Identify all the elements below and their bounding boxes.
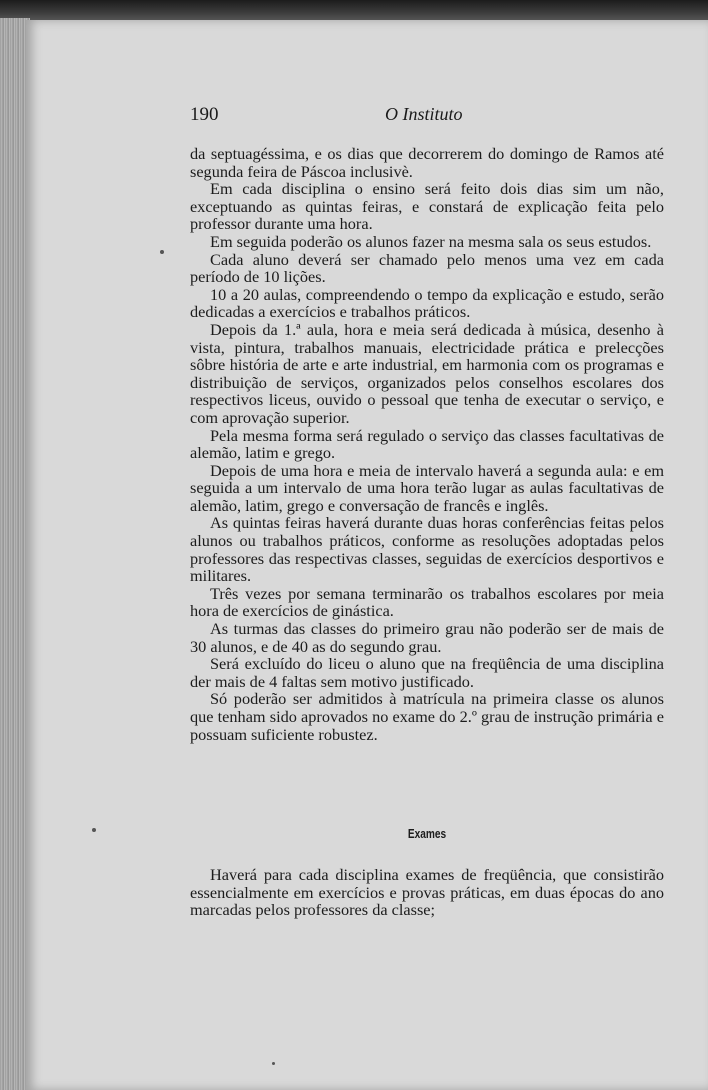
paragraph: Depois de uma hora e meia de intervalo haverá a segunda aula: e em seguida a um intervalo de uma hora terão lugar as aulas facultativas de alemão, latim, grego e conversação de francês e inglês. xyxy=(190,460,664,515)
paragraph: Será excluído do liceu o aluno que na freqüência de uma disciplina der mais de 4 faltas sem motivo justificado. xyxy=(190,654,664,691)
body-text xyxy=(190,145,664,743)
paragraph: Pela mesma forma será regulado o serviço das classes facultativas de alemão, latim e grego. xyxy=(190,425,664,463)
paragraph: As quintas feiras haverá durante duas horas conferências feitas pelos alunos ou trabalhos práticos, conforme as resoluções adoptadas pelos professores das respectivas classes, seguidas de exercícios desportivos e militares. xyxy=(190,513,664,586)
book-top-edge xyxy=(0,0,708,22)
paragraph: Três vezes por semana terminarão os trabalhos escolares por meia hora de exercícios de ginástica. xyxy=(190,583,664,621)
page-number: 190 xyxy=(190,104,219,125)
paragraph: 10 a 20 aulas, compreendendo o tempo da explicação e estudo, serão dedicadas a exercícios e trabalhos práticos. xyxy=(190,284,664,322)
paragraph: Só poderão ser admitidos à matrícula na primeira classe os alunos que tenham sido aprovados no exame do 2.º grau de instrução primária e possuam suficiente robustez. xyxy=(190,689,664,744)
paragraph: As turmas das classes do primeiro grau não poderão ser de mais de 30 alunos, e de 40 as do segundo grau. xyxy=(190,619,664,656)
paper-speck xyxy=(92,828,96,832)
paragraph: Depois da 1.ª aula, hora e meia será dedicada à música, desenho à vista, pintura, trabalhos manuais, electricidade prática e prelecções sôbre história de arte e arte industrial, em harmonia com os programas e distribuição de serviços, organizados pelos conselhos escolares dos respectivos liceus, ouvido o pessoal que tenha de executar o serviço, e com aprovação superior. xyxy=(190,319,664,427)
exams-text xyxy=(190,866,664,919)
paragraph: Cada aluno deverá ser chamado pelo menos uma vez em cada período de 10 lições. xyxy=(190,249,664,287)
running-title: O Instituto xyxy=(385,104,463,124)
section-heading: Exames xyxy=(407,826,447,841)
paragraph: Haverá para cada disciplina exames de freqüência, que consistirão essencialmente em exercícios e provas práticas, em duas épocas do ano marcadas pelos professores da classe; xyxy=(190,865,664,920)
paragraph: Em seguida poderão os alunos fazer na mesma sala os seus estudos. xyxy=(210,231,652,251)
paper-speck xyxy=(272,1062,275,1065)
paper-speck xyxy=(160,250,164,254)
page-header xyxy=(190,104,660,128)
paragraph: da septuagéssima, e os dias que decorrerem do domingo de Ramos até segunda feira de Páscoa inclusivè. xyxy=(190,144,664,181)
paragraph: Em cada disciplina o ensino será feito dois dias sim um não, exceptuando as quintas feiras, e constará de explicação feita pelo professor durante uma hora. xyxy=(190,179,664,234)
